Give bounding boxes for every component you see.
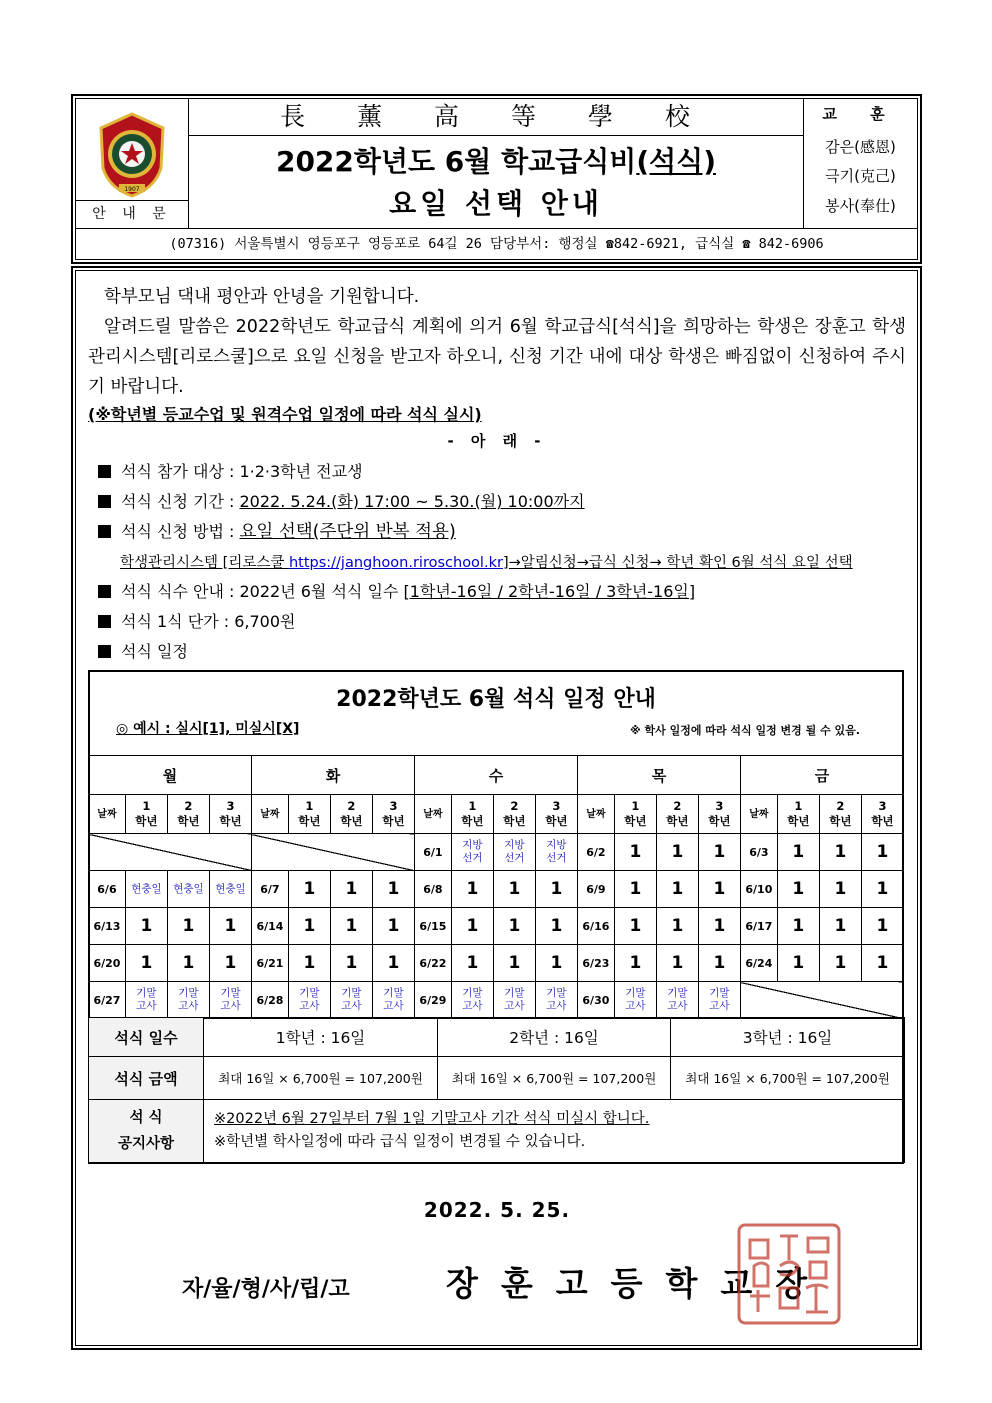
date-col-header: 날짜: [89, 795, 126, 834]
schedule-title: 2022학년도 6월 석식 일정 안내: [336, 687, 656, 712]
meal-cell: 기말 고사: [451, 982, 493, 1019]
amount-grade1: 최대 16일 × 6,700원 = 107,200원: [204, 1057, 438, 1100]
schedule-note: ※ 학사 일정에 따라 석식 일정 변경 될 수 있음.: [630, 724, 860, 737]
item-price-text: 석식 1식 단가 : 6,700원: [121, 612, 296, 631]
motto-item: 감은(感恩): [825, 138, 896, 156]
meal-cell: 1: [777, 908, 819, 945]
grade-col-header: 1 학년: [777, 795, 819, 834]
meal-cell: 1: [288, 908, 330, 945]
week-row: [89, 982, 904, 1019]
grade-col-header: 3 학년: [372, 795, 414, 834]
title-main: 2022학년도 6월 학교급식비: [275, 145, 637, 178]
date-cell: 6/28: [251, 982, 288, 1019]
day-header: 목: [577, 756, 740, 795]
week-row: [89, 834, 904, 871]
school-emblem-icon: [95, 110, 169, 200]
date-cell: 6/6: [89, 871, 126, 908]
principal-signature: 장훈고등학교장: [446, 1264, 831, 1303]
grade-col-header: 1 학년: [125, 795, 167, 834]
date-cell: 6/3: [740, 834, 777, 871]
meal-cell: 기말 고사: [698, 982, 740, 1019]
meal-cell: 1: [493, 945, 535, 982]
grade-col-header: 2 학년: [819, 795, 861, 834]
arae-heading: - 아 래 -: [447, 432, 547, 450]
meal-cell: 1: [330, 908, 372, 945]
meal-cell: 1: [288, 871, 330, 908]
date-col-header: 날짜: [577, 795, 614, 834]
bullet-square-icon: [98, 495, 111, 508]
howto-post: ]→알림신청→급식 신청→ 학년 확인 6월 석식 요일 선택: [502, 555, 853, 571]
school-name-hanja: 長 薰 高 等 學 校: [189, 98, 803, 136]
doc-title-line2: 요일 선택 안내: [389, 187, 603, 220]
meal-cell: 1: [861, 871, 903, 908]
date-cell: 6/24: [740, 945, 777, 982]
meal-cell: 1: [125, 908, 167, 945]
schedule-legend: ◎ 예시 : 실시[1], 미실시[X]: [116, 721, 300, 737]
amount-grade3: 최대 16일 × 6,700원 = 107,200원: [671, 1057, 905, 1100]
meal-cell: 1: [614, 834, 656, 871]
meal-cell: 1: [372, 945, 414, 982]
grade-col-header: 2 학년: [330, 795, 372, 834]
date-cell: 6/20: [89, 945, 126, 982]
item-schedule-text: 석식 일정: [121, 642, 188, 661]
meal-cell: 1: [535, 945, 577, 982]
date-col-header: 날짜: [740, 795, 777, 834]
meal-cell: 1: [861, 908, 903, 945]
intro-body: 알려드릴 말씀은 2022학년도 학교급식 계획에 의거 6월 학교급식[석식]을 희망하는 학생은 장훈고 학생관리시스템[리로스쿨]으로 요일 신청을 받고자 하오니, 신청 기간 내에 대상 학생은 빠짐없이 신청하여 주시기 바랍니다.: [88, 317, 906, 397]
date-cell: 6/21: [251, 945, 288, 982]
amount-grade2: 최대 16일 × 6,700원 = 107,200원: [438, 1057, 671, 1100]
week-row: [89, 908, 904, 945]
calendar-table: [88, 755, 904, 1019]
issue-date: 2022. 5. 25.: [423, 1198, 571, 1222]
meal-cell: 1: [330, 945, 372, 982]
day-header: 월: [89, 756, 252, 795]
howto-line: [120, 551, 853, 575]
motto-heading: 교 훈: [822, 105, 899, 123]
week-row: [89, 945, 904, 982]
meal-cell: 기말 고사: [614, 982, 656, 1019]
meal-cell: 1: [451, 908, 493, 945]
meal-cell: 현충일: [209, 871, 251, 908]
meal-cell: 기말 고사: [209, 982, 251, 1019]
week-row: [89, 871, 904, 908]
emblem-year: 1907: [124, 186, 140, 193]
item-count-value: [1학년-16일 / 2학년-16일 / 3학년-16일]: [403, 582, 696, 601]
item-period: [98, 488, 585, 516]
empty-day-cell: [89, 834, 252, 871]
bullet-square-icon: [98, 585, 111, 598]
meal-cell: 1: [614, 871, 656, 908]
item-schedule: [98, 638, 188, 666]
date-cell: 6/22: [414, 945, 451, 982]
grade-col-header: 3 학년: [209, 795, 251, 834]
meal-cell: 1: [372, 871, 414, 908]
meal-cell: 1: [125, 945, 167, 982]
days-grade2: 2학년 : 16일: [438, 1018, 671, 1057]
days-grade1: 1학년 : 16일: [204, 1018, 438, 1057]
item-period-value: 2022. 5.24.(화) 17:00 ~ 5.30.(월) 10:00까지: [239, 492, 585, 511]
meal-cell: 기말 고사: [330, 982, 372, 1019]
notice-row-label: 석 식 공지사항: [89, 1100, 204, 1163]
item-method-value: 요일 선택(주단위 반복 적용): [239, 522, 456, 542]
item-count-label: 석식 식수 안내 : 2022년 6월 석식 일수: [121, 582, 404, 601]
bullet-square-icon: [98, 645, 111, 658]
meal-cell: 지방 선거: [493, 834, 535, 871]
meal-cell: 1: [777, 834, 819, 871]
grade-col-header: 2 학년: [656, 795, 698, 834]
item-target: [98, 458, 363, 486]
notice-2: ※학년별 학사일정에 따라 급식 일정이 변경될 수 있습니다.: [214, 1134, 586, 1150]
date-cell: 6/7: [251, 871, 288, 908]
item-method-label: 석식 신청 방법 :: [121, 522, 240, 541]
date-cell: 6/29: [414, 982, 451, 1019]
howto-pre: 학생관리시스템 [리로스쿨: [120, 555, 289, 571]
date-cell: 6/30: [577, 982, 614, 1019]
grade-col-header: 3 학년: [698, 795, 740, 834]
title-dinner: (석식): [636, 145, 717, 178]
meal-cell: 1: [614, 908, 656, 945]
grade-col-header: 2 학년: [493, 795, 535, 834]
empty-day-cell: [740, 982, 903, 1019]
grade-col-header: 1 학년: [288, 795, 330, 834]
meal-cell: 기말 고사: [535, 982, 577, 1019]
meal-cell: 1: [209, 908, 251, 945]
meal-cell: 1: [777, 945, 819, 982]
riroschool-link[interactable]: https://janghoon.riroschool.kr: [288, 555, 503, 571]
grade-col-header: 1 학년: [614, 795, 656, 834]
meal-cell: 현충일: [167, 871, 209, 908]
date-cell: 6/15: [414, 908, 451, 945]
day-header: 수: [414, 756, 577, 795]
meal-cell: 1: [698, 945, 740, 982]
meal-cell: 지방 선거: [451, 834, 493, 871]
bullet-square-icon: [98, 525, 111, 538]
date-col-header: 날짜: [414, 795, 451, 834]
meal-cell: 1: [656, 945, 698, 982]
intro-note: (※학년별 등교수업 및 원격수업 일정에 따라 석식 실시): [88, 405, 482, 424]
meal-cell: 1: [777, 871, 819, 908]
meal-cell: 1: [656, 871, 698, 908]
date-cell: 6/27: [89, 982, 126, 1019]
date-cell: 6/10: [740, 871, 777, 908]
meal-cell: 1: [493, 908, 535, 945]
amount-label: 석식 금액: [89, 1057, 204, 1100]
meal-cell: 현충일: [125, 871, 167, 908]
meal-cell: 1: [614, 945, 656, 982]
doc-title-line1: [189, 140, 803, 184]
grade-col-header: 3 학년: [861, 795, 903, 834]
date-cell: 6/14: [251, 908, 288, 945]
meal-cell: 1: [698, 908, 740, 945]
day-header: 금: [740, 756, 903, 795]
summary-table: [88, 1017, 905, 1163]
grade-col-header: 3 학년: [535, 795, 577, 834]
meal-cell: 1: [372, 908, 414, 945]
meal-cell: 1: [698, 871, 740, 908]
greeting: 학부모님 댁내 평안과 안녕을 기원합니다.: [104, 287, 420, 307]
notice-1: ※2022년 6월 27일부터 7월 1일 기말고사 기간 석식 미실시 합니다.: [214, 1111, 650, 1127]
bullet-square-icon: [98, 465, 111, 478]
meal-cell: 1: [698, 834, 740, 871]
days-grade3: 3학년 : 16일: [671, 1018, 905, 1057]
motto-item: 봉사(奉仕): [825, 197, 896, 215]
meal-cell: 1: [167, 945, 209, 982]
meal-cell: 1: [493, 871, 535, 908]
meal-cell: 1: [656, 834, 698, 871]
date-col-header: 날짜: [251, 795, 288, 834]
date-cell: 6/1: [414, 834, 451, 871]
meal-cell: 1: [656, 908, 698, 945]
meal-cell: 1: [451, 871, 493, 908]
date-cell: 6/16: [577, 908, 614, 945]
item-target-text: 석식 참가 대상 : 1·2·3학년 전교생: [121, 462, 363, 481]
day-header: 화: [251, 756, 414, 795]
meal-cell: 1: [288, 945, 330, 982]
date-cell: 6/2: [577, 834, 614, 871]
motto-item: 극기(克己): [825, 167, 896, 185]
date-cell: 6/9: [577, 871, 614, 908]
meal-cell: 1: [451, 945, 493, 982]
item-price: [98, 608, 295, 636]
empty-day-cell: [251, 834, 414, 871]
meal-cell: 1: [861, 834, 903, 871]
meal-cell: 기말 고사: [288, 982, 330, 1019]
meal-cell: 기말 고사: [125, 982, 167, 1019]
meal-cell: 1: [209, 945, 251, 982]
meal-cell: 1: [535, 871, 577, 908]
meal-cell: 1: [167, 908, 209, 945]
meal-cell: 지방 선거: [535, 834, 577, 871]
meal-cell: 기말 고사: [167, 982, 209, 1019]
meal-cell: 1: [535, 908, 577, 945]
meal-cell: 기말 고사: [493, 982, 535, 1019]
notice-row: [204, 1100, 905, 1163]
meal-cell: 1: [819, 945, 861, 982]
bullet-square-icon: [98, 615, 111, 628]
meal-cell: 1: [819, 871, 861, 908]
date-cell: 6/23: [577, 945, 614, 982]
meal-cell: 1: [330, 871, 372, 908]
days-label: 석식 일수: [89, 1018, 204, 1057]
meal-cell: 1: [861, 945, 903, 982]
grade-col-header: 2 학년: [167, 795, 209, 834]
date-cell: 6/8: [414, 871, 451, 908]
item-period-label: 석식 신청 기간 :: [121, 492, 240, 511]
grade-col-header: 1 학년: [451, 795, 493, 834]
item-count: [98, 578, 695, 606]
meal-cell: 1: [819, 834, 861, 871]
date-cell: 6/17: [740, 908, 777, 945]
meal-cell: 1: [819, 908, 861, 945]
notice-label: 안 내 문: [75, 200, 189, 228]
footer-motto: 자/율/형/사/립/고: [182, 1277, 350, 1302]
meal-cell: 기말 고사: [656, 982, 698, 1019]
address-line: (07316) 서울특별시 영등포구 영등포로 64길 26 담당부서: 행정실 ☎842-6921, 급식실 ☎ 842-6906: [75, 228, 918, 260]
date-cell: 6/13: [89, 908, 126, 945]
official-seal-icon: [736, 1222, 842, 1326]
meal-cell: 기말 고사: [372, 982, 414, 1019]
item-method: [98, 518, 456, 546]
